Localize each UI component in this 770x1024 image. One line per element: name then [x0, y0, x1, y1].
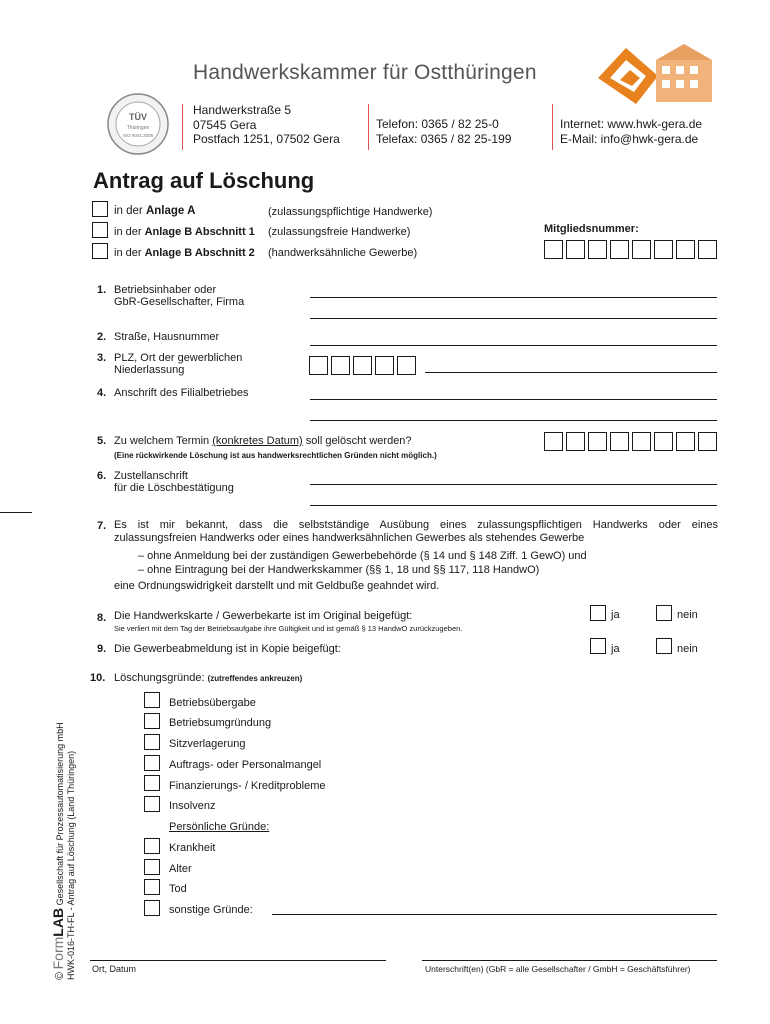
- q1-label-line: GbR-Gesellschafter, Firma: [114, 296, 245, 308]
- form-title: Antrag auf Löschung: [93, 168, 315, 193]
- signature-field[interactable]: [422, 960, 717, 961]
- reason-label: Alter: [169, 863, 192, 875]
- annex-b2-desc: (handwerksähnliche Gewerbe): [268, 247, 418, 259]
- postcode-cell[interactable]: [309, 356, 328, 375]
- q10-number: 10.: [90, 672, 106, 684]
- q3-label: [114, 352, 242, 376]
- annex-prefix: in der: [114, 205, 146, 217]
- member-number-cell[interactable]: [632, 240, 651, 259]
- q5-label: [114, 435, 412, 448]
- deregistration-no-checkbox[interactable]: [656, 638, 672, 654]
- annex-b2-label: [114, 247, 255, 260]
- annex-name: Anlage B Abschnitt 1: [144, 226, 255, 238]
- tuv-seal: [106, 92, 170, 156]
- member-number-cell[interactable]: [544, 240, 563, 259]
- q8-label: Die Handwerkskarte / Gewerbekarte ist im Original beigefügt:: [114, 610, 413, 622]
- personal-reasons-heading: Persönliche Gründe:: [169, 821, 270, 833]
- q10-label: [114, 672, 302, 685]
- reason-checkbox-betriebsumgruendung[interactable]: [144, 713, 160, 729]
- postcode-cell[interactable]: [331, 356, 350, 375]
- deregistration-yes-checkbox[interactable]: [590, 638, 606, 654]
- address-line: Postfach 1251, 07502 Gera: [193, 132, 340, 146]
- q2-number: 2.: [97, 331, 107, 343]
- reason-label: sonstige Gründe:: [169, 904, 253, 916]
- q10-label-text: Löschungsgründe:: [114, 672, 205, 684]
- address-line: Handwerkstraße 5: [193, 103, 292, 117]
- q8-number: 8.: [97, 612, 107, 624]
- annex-b1-checkbox[interactable]: [92, 222, 108, 238]
- side-form-id: HWK-016-TH-FL - Antrag auf Löschung (Land Thüringen): [66, 750, 76, 980]
- reason-checkbox-insolvenz[interactable]: [144, 796, 160, 812]
- owner-name-field-2[interactable]: [310, 318, 717, 319]
- reason-checkbox-tod[interactable]: [144, 879, 160, 895]
- q5-label-part: Zu welchem Termin: [114, 435, 213, 447]
- q7-bullet-1: – ohne Anmeldung bei der zuständigen Gewerbebehörde (§ 14 und § 148 Ziff. 1 GewO) und: [138, 550, 587, 562]
- reason-checkbox-finanzierung[interactable]: [144, 775, 160, 791]
- annex-a-desc: (zulassungspflichtige Handwerke): [268, 206, 433, 218]
- annex-prefix: in der: [114, 226, 145, 238]
- member-number-label: Mitgliedsnummer:: [544, 223, 639, 235]
- date-cell[interactable]: [588, 432, 607, 451]
- q5-number: 5.: [97, 435, 107, 447]
- svg-text:Thüringen: Thüringen: [126, 125, 150, 131]
- owner-name-field[interactable]: [310, 297, 717, 298]
- date-cell[interactable]: [610, 432, 629, 451]
- q1-number: 1.: [97, 284, 107, 296]
- annex-a-checkbox[interactable]: [92, 201, 108, 217]
- delivery-address-field[interactable]: [310, 484, 717, 485]
- annex-b1-label: [114, 226, 255, 239]
- brand-lab: LAB: [50, 907, 66, 937]
- reason-label: Auftrags- oder Personalmangel: [169, 759, 322, 771]
- no-label: nein: [677, 609, 698, 621]
- reason-label: Insolvenz: [169, 800, 216, 812]
- reason-label: Tod: [169, 883, 187, 895]
- reason-label: Betriebsübergabe: [169, 697, 256, 709]
- yes-label: ja: [611, 609, 620, 621]
- q6-label-line: für die Löschbestätigung: [114, 482, 234, 494]
- reason-checkbox-betriebsuebergabe[interactable]: [144, 692, 160, 708]
- reason-checkbox-alter[interactable]: [144, 859, 160, 875]
- q4-label: Anschrift des Filialbetriebes: [114, 387, 249, 399]
- reason-label: Krankheit: [169, 842, 216, 854]
- annex-prefix: in der: [114, 247, 145, 259]
- branch-address-field[interactable]: [310, 399, 717, 400]
- q5-label-part: soll gelöscht werden?: [302, 435, 412, 447]
- address-line: 07545 Gera: [193, 117, 257, 132]
- q5-note: (Eine rückwirkende Löschung ist aus handwerksrechtlichen Gründen nicht möglich.): [114, 451, 437, 460]
- place-date-field[interactable]: [90, 960, 386, 961]
- q1-label-line: Betriebsinhaber oder: [114, 284, 217, 296]
- date-cell[interactable]: [654, 432, 673, 451]
- chamber-name: Handwerkskammer für Ostthüringen: [193, 61, 537, 84]
- annex-b1-desc: (zulassungsfreie Handwerke): [268, 226, 411, 238]
- member-number-cell[interactable]: [676, 240, 695, 259]
- reason-checkbox-auftragsmangel[interactable]: [144, 755, 160, 771]
- street-field[interactable]: [310, 345, 717, 346]
- q6-label: [114, 470, 234, 494]
- reason-label: Betriebsumgründung: [169, 717, 272, 729]
- email-link[interactable]: E-Mail: info@hwk-gera.de: [560, 131, 699, 146]
- fold-mark: [0, 512, 32, 513]
- q10-note: (zutreffendes ankreuzen): [207, 674, 303, 683]
- q4-number: 4.: [97, 387, 107, 399]
- reason-checkbox-sitzverlagerung[interactable]: [144, 734, 160, 750]
- fax-line: Telefax: 0365 / 82 25-199: [376, 131, 512, 146]
- q1-label: [114, 284, 244, 308]
- member-number-cell[interactable]: [610, 240, 629, 259]
- member-number-cell[interactable]: [566, 240, 585, 259]
- signature-label: Unterschrift(en) (GbR = alle Gesellschafter / GmbH = Geschäftsführer): [425, 964, 691, 974]
- postcode-cell[interactable]: [397, 356, 416, 375]
- website-link[interactable]: Internet: www.hwk-gera.de: [560, 117, 703, 131]
- city-field[interactable]: [425, 372, 717, 373]
- date-cell[interactable]: [698, 432, 717, 451]
- phone-block: [376, 117, 511, 146]
- card-attached-no-checkbox[interactable]: [656, 605, 672, 621]
- q3-number: 3.: [97, 352, 107, 364]
- date-cell[interactable]: [566, 432, 585, 451]
- q3-label-line: Niederlassung: [114, 364, 185, 376]
- q7-bullet-2: – ohne Eintragung bei der Handwerkskammer (§§ 1, 18 und §§ 117, 118 HandwO): [138, 564, 540, 576]
- q2-label: Straße, Hausnummer: [114, 331, 220, 343]
- company-name: Gesellschaft für Prozessautomatisierung mbH: [55, 722, 65, 906]
- date-cell[interactable]: [632, 432, 651, 451]
- yes-label: ja: [611, 643, 620, 655]
- reason-checkbox-sonstige[interactable]: [144, 900, 160, 916]
- date-cell[interactable]: [544, 432, 563, 451]
- reason-label: Sitzverlagerung: [169, 738, 246, 750]
- branch-address-field-2[interactable]: [310, 420, 717, 421]
- postcode-cell[interactable]: [375, 356, 394, 375]
- brand-form: Form: [50, 936, 66, 970]
- side-imprint: [50, 722, 67, 980]
- q7-text: [114, 519, 718, 544]
- other-reasons-field[interactable]: [272, 914, 717, 915]
- place-date-label: Ort, Datum: [92, 964, 137, 974]
- q8-note: Sie verliert mit dem Tag der Betriebsaufgabe ihre Gültigkeit und ist gemäß § 13 HandwO zurückzugeben.: [114, 624, 463, 633]
- member-number-cell[interactable]: [588, 240, 607, 259]
- postcode-cell[interactable]: [353, 356, 372, 375]
- copyright-symbol: ©: [54, 971, 66, 980]
- q7-line: zulassungsfreien Handwerks oder eines handwerksähnlichen Gewerbes als stehendes Gewerbe: [114, 531, 585, 544]
- member-number-cell[interactable]: [654, 240, 673, 259]
- q9-label: Die Gewerbeabmeldung ist in Kopie beigefügt:: [114, 643, 341, 655]
- web-block: [560, 117, 702, 146]
- phone-line: Telefon: 0365 / 82 25-0: [376, 117, 499, 131]
- card-attached-yes-checkbox[interactable]: [590, 605, 606, 621]
- svg-text:ISO 9001:2008: ISO 9001:2008: [122, 133, 154, 138]
- q5-label-emphasis: (konkretes Datum): [212, 435, 303, 447]
- annex-name: Anlage B Abschnitt 2: [144, 247, 255, 259]
- reason-checkbox-krankheit[interactable]: [144, 838, 160, 854]
- hwk-logo: [596, 40, 716, 110]
- q6-number: 6.: [97, 470, 107, 482]
- q7-number: 7.: [97, 520, 107, 532]
- q7-line: Es ist mir bekannt, dass die selbstständige Ausübung eines zulassungspflichtigen Handwerks oder eines: [114, 519, 718, 531]
- reason-label: Finanzierungs- / Kreditprobleme: [169, 780, 326, 792]
- q9-number: 9.: [97, 643, 107, 655]
- date-cell[interactable]: [676, 432, 695, 451]
- annex-name: Anlage A: [145, 205, 196, 217]
- q3-label-line: PLZ, Ort der gewerblichen: [114, 352, 243, 364]
- q7-conclusion: eine Ordnungswidrigkeit darstellt und mit Geldbuße geahndet wird.: [114, 580, 440, 592]
- svg-text:TÜV: TÜV: [129, 112, 147, 122]
- no-label: nein: [677, 643, 698, 655]
- member-number-cell[interactable]: [698, 240, 717, 259]
- q6-label-line: Zustellanschrift: [114, 470, 188, 482]
- delivery-address-field-2[interactable]: [310, 505, 717, 506]
- address-block: [193, 103, 340, 147]
- annex-b2-checkbox[interactable]: [92, 243, 108, 259]
- annex-a-label: [114, 205, 195, 219]
